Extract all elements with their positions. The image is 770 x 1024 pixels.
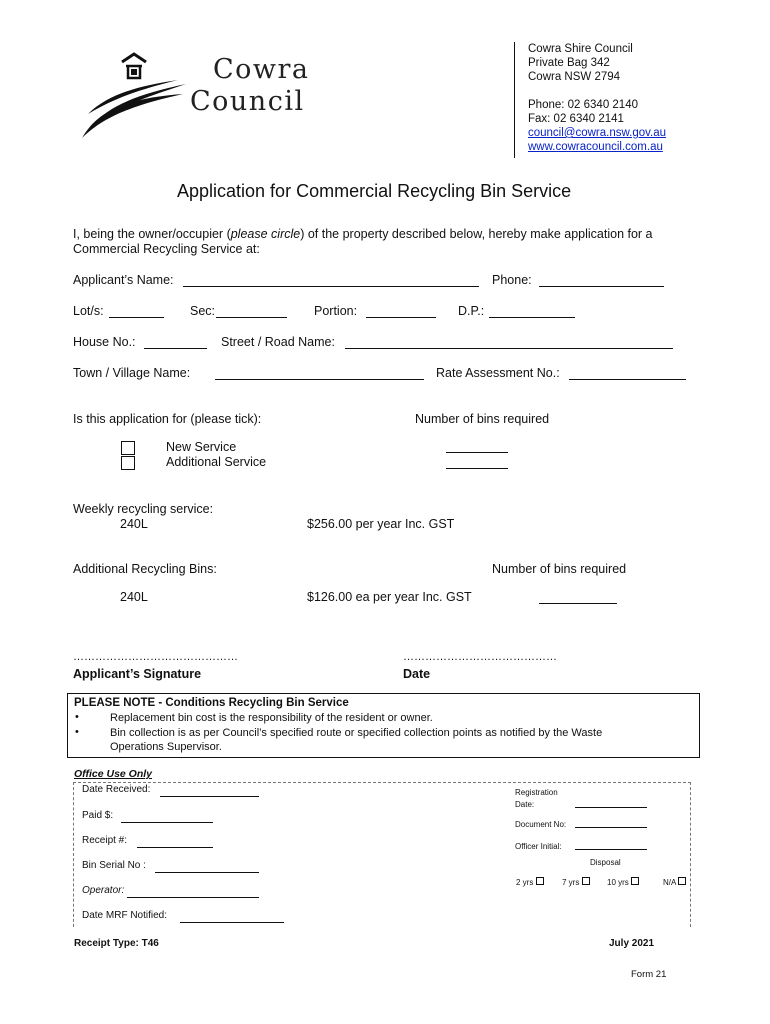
- rate-assessment-field[interactable]: [569, 368, 686, 380]
- logo-line-council: Council: [190, 86, 305, 117]
- house-no-label: House No.:: [73, 335, 136, 349]
- portion-field[interactable]: [366, 306, 436, 318]
- option-label: N/A: [663, 878, 676, 887]
- intro-italic: please circle: [230, 227, 301, 241]
- additional-service-checkbox[interactable]: [121, 456, 135, 470]
- street-label: Street / Road Name:: [221, 335, 335, 349]
- disposal-option-na[interactable]: [663, 877, 686, 887]
- logo-line-cowra: Cowra: [213, 54, 310, 85]
- sec-field[interactable]: [216, 306, 287, 318]
- disposal-option-7yrs[interactable]: [562, 877, 590, 887]
- office-use-heading: Office Use Only: [74, 768, 153, 780]
- dp-field[interactable]: [489, 306, 575, 318]
- new-service-bins-field[interactable]: [446, 441, 508, 453]
- form-number: Form 21: [631, 969, 667, 980]
- option-label: 7 yrs: [562, 878, 580, 887]
- signature-label: Applicant’s Signature: [73, 667, 202, 681]
- email-link[interactable]: council@cowra.nsw.gov.au: [528, 127, 667, 139]
- disposal-option-2yrs[interactable]: [516, 877, 544, 887]
- application-question: Is this application for (please tick):: [73, 412, 262, 426]
- conditions-heading: PLEASE NOTE - Conditions Recycling Bin Service: [74, 697, 349, 709]
- bin-serial-field[interactable]: [155, 861, 259, 873]
- weekly-service-label: Weekly recycling service:: [73, 502, 214, 516]
- officer-initial-field[interactable]: [575, 840, 647, 850]
- street-field[interactable]: [345, 337, 673, 349]
- fax-number: Fax: 02 6340 2141: [528, 113, 624, 125]
- date-mrf-label: Date MRF Notified:: [82, 910, 168, 921]
- header-divider: [514, 42, 515, 158]
- additional-bins-required-label: Number of bins required: [492, 562, 627, 576]
- paid-field[interactable]: [121, 811, 213, 823]
- lots-label: Lot/s:: [73, 304, 104, 318]
- registration-date-label: Date:: [515, 800, 535, 809]
- address-line: Cowra NSW 2794: [528, 71, 621, 83]
- receipt-field[interactable]: [137, 836, 213, 848]
- operator-field[interactable]: [127, 886, 259, 898]
- option-label: 10 yrs: [607, 878, 629, 887]
- additional-bin-size: 240L: [120, 590, 148, 604]
- council-address: [528, 42, 666, 154]
- checkbox[interactable]: [536, 877, 544, 885]
- bins-required-label: Number of bins required: [415, 412, 550, 426]
- date-mrf-field[interactable]: [180, 911, 284, 923]
- bullet-icon: •: [75, 711, 79, 723]
- registration-date-field[interactable]: [575, 798, 647, 808]
- checkbox[interactable]: [678, 877, 686, 885]
- phone-number: Phone: 02 6340 2140: [528, 99, 638, 111]
- bin-serial-label: Bin Serial No :: [82, 860, 146, 871]
- signature-field[interactable]: ………………………………………: [73, 651, 238, 663]
- phone-field[interactable]: [539, 275, 664, 287]
- date-label: Date: [403, 667, 431, 681]
- conditions-note-box: [67, 693, 700, 758]
- condition-item: Bin collection is as per Council’s specified route or specified collection points as notified by the Waste: [110, 727, 603, 739]
- website-link[interactable]: www.cowracouncil.com.au: [528, 141, 663, 153]
- document-no-label: Document No:: [515, 820, 567, 829]
- dp-label: D.P.:: [458, 304, 485, 318]
- additional-service-bins-field[interactable]: [446, 457, 508, 469]
- officer-initial-label: Officer Initial:: [515, 842, 562, 851]
- checkbox[interactable]: [631, 877, 639, 885]
- council-emblem-icon: [78, 50, 188, 145]
- receipt-type: Receipt Type: T46: [74, 938, 159, 949]
- date-received-field[interactable]: [160, 785, 259, 797]
- additional-bins-label: Additional Recycling Bins:: [73, 562, 217, 576]
- intro-text: I, being the owner/occupier (: [73, 227, 231, 241]
- weekly-bin-size: 240L: [120, 517, 148, 531]
- bullet-icon: •: [75, 726, 79, 738]
- sec-label: Sec:: [190, 304, 216, 318]
- operator-label: Operator:: [82, 885, 125, 896]
- date-field[interactable]: ……………………………………: [403, 651, 557, 663]
- intro-text: Commercial Recycling Service at:: [73, 242, 260, 256]
- applicant-name-label: Applicant’s Name:: [73, 273, 174, 287]
- phone-label: Phone:: [492, 273, 532, 287]
- document-no-field[interactable]: [575, 818, 647, 828]
- form-title: Application for Commercial Recycling Bin Service: [177, 181, 572, 201]
- address-line: Cowra Shire Council: [528, 43, 633, 55]
- additional-price: $126.00 ea per year Inc. GST: [307, 590, 472, 604]
- house-no-field[interactable]: [144, 337, 207, 349]
- lots-field[interactable]: [109, 306, 164, 318]
- additional-service-label: Additional Service: [166, 455, 267, 469]
- condition-item: Operations Supervisor.: [110, 741, 222, 753]
- receipt-label: Receipt #:: [82, 835, 128, 846]
- new-service-label: New Service: [166, 440, 237, 454]
- rate-assessment-label: Rate Assessment No.:: [436, 366, 560, 380]
- address-line: Private Bag 342: [528, 57, 610, 69]
- town-label: Town / Village Name:: [73, 366, 191, 380]
- option-label: 2 yrs: [516, 878, 534, 887]
- intro-text: ) of the property described below, hereby make application for a: [300, 227, 653, 241]
- new-service-checkbox[interactable]: [121, 441, 135, 455]
- intro-paragraph: [73, 227, 653, 257]
- registration-label: Registration: [515, 788, 558, 797]
- checkbox[interactable]: [582, 877, 590, 885]
- disposal-label: Disposal: [590, 858, 621, 867]
- town-field[interactable]: [215, 368, 424, 380]
- weekly-price: $256.00 per year Inc. GST: [307, 517, 455, 531]
- paid-label: Paid $:: [82, 810, 114, 821]
- portion-label: Portion:: [314, 304, 358, 318]
- applicant-name-field[interactable]: [183, 275, 479, 287]
- condition-item: Replacement bin cost is the responsibility of the resident or owner.: [110, 712, 433, 724]
- additional-bins-field[interactable]: [539, 592, 617, 604]
- date-received-label: Date Received:: [82, 784, 151, 795]
- disposal-option-10yrs[interactable]: [607, 877, 639, 887]
- form-date: July 2021: [609, 938, 655, 949]
